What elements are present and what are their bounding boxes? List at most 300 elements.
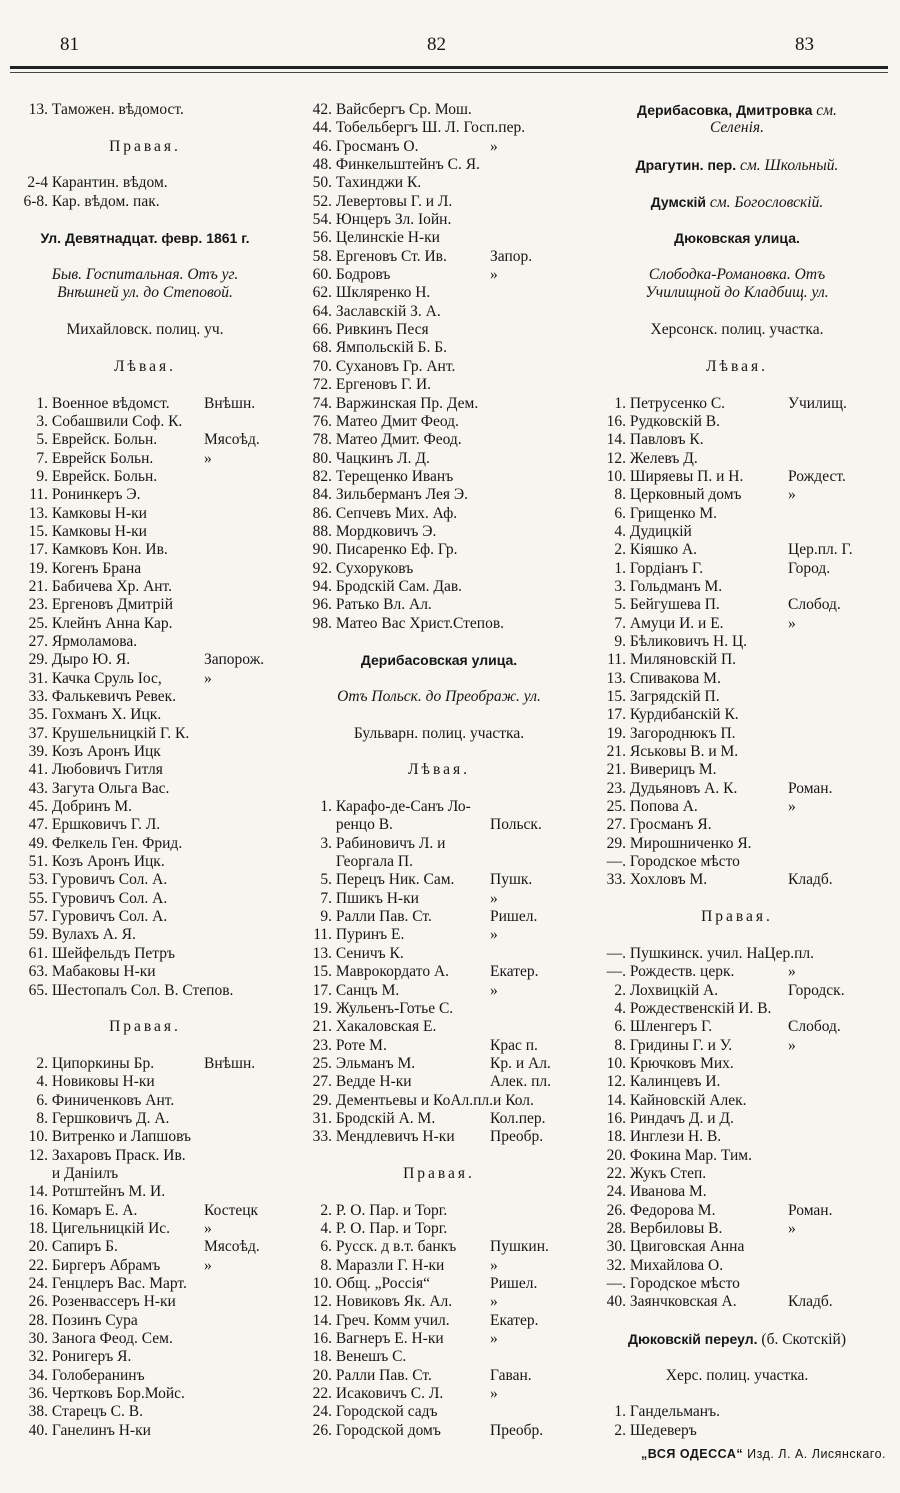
- house-number: 14.: [606, 1091, 626, 1109]
- house-number: 57.: [28, 908, 48, 926]
- house-number: 98.: [312, 614, 332, 632]
- entry-line: [300, 486, 578, 504]
- house-number: 15.: [28, 522, 48, 540]
- owner-name: Кіяшко А.: [629, 541, 698, 559]
- owner-name: Сухановъ Гр. Ант.: [335, 357, 456, 375]
- owner-name: Заянчковская А.: [629, 1293, 737, 1311]
- owner-name: Цвиговская Анна: [629, 1238, 745, 1256]
- entry-line: [14, 1330, 276, 1348]
- owner-name: Ципоркины Бр.: [51, 1054, 155, 1072]
- italic-note: Слободка-Романовка. Отъ: [648, 266, 826, 284]
- entry-line: [594, 1403, 880, 1421]
- cross-reference: см. Богословскій.: [709, 193, 824, 211]
- house-number: 14.: [28, 1183, 48, 1201]
- entry-line: [594, 505, 880, 523]
- house-number: 94.: [312, 577, 332, 595]
- owner-name: Вербиловы В.: [629, 1219, 723, 1237]
- owner-name: Шестопалъ Сол. В. Степов.: [51, 981, 234, 999]
- corner-street: »: [204, 449, 212, 467]
- house-number: 58.: [312, 247, 332, 265]
- corner-street: »: [490, 137, 498, 155]
- house-number: 30.: [606, 1238, 626, 1256]
- owner-name: Дементьевы и КоАл.пл.и Кол.: [335, 1091, 534, 1109]
- corner-street: Ришел.: [490, 1275, 538, 1292]
- column-1: [14, 101, 276, 1440]
- owner-name: Курдибанскій К.: [629, 706, 739, 724]
- house-number: 26.: [312, 1421, 332, 1439]
- owner-name: Целинскіе Н-ки: [335, 229, 440, 247]
- page-number-center: 82: [427, 34, 446, 55]
- house-number: 8.: [614, 486, 626, 504]
- owner-name: Ершковичъ Г. Л.: [51, 816, 161, 834]
- entry-line: [14, 963, 276, 981]
- corner-street: Кр. и Ал.: [490, 1054, 551, 1072]
- entry-line: [300, 1403, 578, 1421]
- owner-name: Эльманъ М.: [335, 1054, 416, 1072]
- entry-line: [300, 1037, 578, 1055]
- house-number: 41.: [28, 761, 48, 779]
- owner-name: Бродскій А. М.: [335, 1109, 436, 1127]
- owner-name: Мабаковы Н-ки: [51, 963, 156, 981]
- house-number: 28.: [28, 1311, 48, 1329]
- entry-line: [594, 835, 880, 853]
- corner-street: »: [788, 486, 796, 504]
- entry-line: [300, 945, 578, 963]
- side-heading: Лѣвая.: [408, 761, 470, 779]
- spacer: [300, 670, 578, 688]
- corner-street: Рождест.: [788, 467, 846, 485]
- entry-line: [14, 505, 276, 523]
- entry-line: [14, 1147, 276, 1165]
- entry-line: [594, 761, 880, 779]
- corner-street: Кладб.: [788, 1293, 833, 1311]
- entry-line: [14, 835, 276, 853]
- entry-line: [14, 1202, 276, 1220]
- entry-line: [300, 853, 578, 871]
- entry-line: [14, 395, 276, 413]
- entry-line: [594, 798, 880, 816]
- entry-line: [300, 119, 578, 137]
- owner-name: Чацкинъ Л. Д.: [335, 449, 430, 467]
- entry-line: [300, 908, 578, 926]
- owner-name: Пуринъ Е.: [335, 926, 405, 944]
- owner-name: Фалькевичъ Ревек.: [51, 688, 177, 705]
- owner-name: Биргеръ Абрамъ: [51, 1256, 161, 1274]
- entry-line: [300, 1238, 578, 1256]
- spacer: [14, 1037, 276, 1055]
- entry-line: [594, 395, 880, 413]
- corner-street: Слобод.: [788, 1018, 841, 1036]
- entry-line: [14, 450, 276, 468]
- street-name: Драгутин. пер.: [635, 157, 737, 174]
- spacer: [594, 174, 880, 192]
- entry-line: [14, 541, 276, 559]
- entry-line: [14, 651, 276, 669]
- owner-name: Гросманъ О.: [335, 137, 419, 155]
- house-number: 11.: [29, 486, 48, 504]
- owner-name: Левертовы Г. и Л.: [335, 192, 453, 210]
- corner-street: Город.: [788, 559, 831, 577]
- entry-line: [14, 1183, 276, 1201]
- owner-name: Загороднюкъ П.: [629, 724, 736, 742]
- corner-street: Слобод.: [788, 596, 841, 614]
- italic-note: Отъ Польск. до Преображ. ул.: [337, 688, 541, 705]
- house-number: 86.: [312, 504, 332, 522]
- entry-line: [14, 853, 276, 871]
- house-number: 15.: [312, 963, 332, 981]
- entry-line: [14, 670, 276, 688]
- entry-line: [300, 413, 578, 431]
- house-number: 27.: [312, 1073, 332, 1091]
- owner-name: Любовичъ Гитля: [51, 761, 163, 779]
- entry-line: [14, 1367, 276, 1385]
- spacer: [594, 1385, 880, 1403]
- owner-name: Сухоруковъ: [335, 559, 414, 577]
- entry-line: [594, 688, 880, 706]
- house-number: —.: [606, 963, 626, 981]
- owner-name: Загрядскій П.: [629, 688, 720, 705]
- entry-line: [300, 248, 578, 266]
- entry-line: [594, 743, 880, 761]
- owner-name: Гуровичъ Сол. А.: [51, 871, 168, 889]
- entry-line: [300, 816, 578, 834]
- owner-name: Вайсбергъ Ср. Мош.: [335, 101, 472, 118]
- owner-name: Ратько Вл. Ал.: [335, 596, 432, 614]
- entry-line: [14, 101, 276, 119]
- spacer: [300, 706, 578, 724]
- corner-street: Гаван.: [490, 1366, 532, 1384]
- house-number: 55.: [28, 889, 48, 907]
- street-heading: [594, 229, 880, 247]
- house-number: 13.: [28, 504, 48, 522]
- house-number: 4.: [614, 999, 626, 1017]
- house-number: 21.: [28, 577, 48, 595]
- owner-name: Городское мѣсто: [629, 853, 740, 871]
- street-heading: [594, 193, 880, 211]
- entry-line: [300, 138, 578, 156]
- house-number: 62.: [312, 284, 332, 302]
- house-number: 18.: [606, 1128, 626, 1146]
- owner-name: Амуци И. и Е.: [629, 614, 724, 632]
- entry-line: [14, 578, 276, 596]
- entry-line: [300, 982, 578, 1000]
- owner-name: Розенвассеръ Н-ки: [51, 1293, 176, 1311]
- side-heading: Правая.: [701, 908, 773, 926]
- owner-name: Исаковичъ С. Л.: [335, 1385, 444, 1403]
- house-number: 6.: [36, 1091, 48, 1109]
- owner-name: Церковный домъ: [629, 486, 742, 504]
- owner-name: Вулахъ А. Я.: [51, 926, 136, 944]
- owner-name: Новиковы Н-ки: [51, 1073, 155, 1091]
- house-number: 29.: [28, 651, 48, 669]
- house-number: 7.: [614, 614, 626, 632]
- owner-name: Рудковскій В.: [629, 412, 720, 430]
- house-number: 19.: [606, 724, 626, 742]
- entry-line: [300, 1312, 578, 1330]
- owner-name: Комаръ Е. А.: [51, 1201, 138, 1219]
- house-number: 11.: [607, 651, 626, 669]
- owner-name: Фелкель Ген. Фрид.: [51, 834, 183, 852]
- owner-name: Тахинджи К.: [335, 174, 422, 192]
- house-number: 38.: [28, 1403, 48, 1421]
- corner-street: »: [490, 1293, 498, 1311]
- owner-name: Мендлевичъ Н-ки: [335, 1128, 455, 1146]
- owner-name: Камковы Н-ки: [51, 504, 147, 522]
- house-number: 2.: [614, 981, 626, 999]
- spacer: [14, 339, 276, 357]
- house-number: 2.: [36, 1054, 48, 1072]
- owner-name: Ривкинъ Песя: [335, 321, 429, 339]
- house-number: 31.: [28, 669, 48, 687]
- entry-line: [14, 1165, 276, 1183]
- house-number: 1.: [614, 394, 626, 412]
- owner-name: Жульенъ-Готье С.: [335, 999, 454, 1017]
- owner-name: Тобельбергъ Ш. Л. Госп.пер.: [335, 119, 526, 137]
- owner-name: Венешъ С.: [335, 1348, 407, 1366]
- owner-name: Матео Вас Христ.Степов.: [335, 614, 505, 632]
- page-number-right: 83: [795, 34, 814, 55]
- owner-name: Дудицкій: [629, 522, 692, 540]
- owner-name: Виверицъ М.: [629, 761, 717, 779]
- owner-name: Хакаловская Е.: [335, 1018, 437, 1036]
- entry-line: [14, 1092, 276, 1110]
- spacer: [594, 339, 880, 357]
- house-number: 52.: [312, 192, 332, 210]
- owner-name: Мордковичъ Э.: [335, 522, 437, 540]
- entry-line: [594, 651, 880, 669]
- entry-line: [300, 395, 578, 413]
- house-number: 42.: [312, 101, 332, 118]
- side-heading: Правая.: [403, 1164, 475, 1182]
- house-number: 17.: [28, 541, 48, 559]
- owner-name: Еврейск. Больн.: [51, 467, 158, 485]
- house-number: 48.: [312, 156, 332, 174]
- house-number: 33.: [606, 871, 626, 889]
- house-number: 76.: [312, 412, 332, 430]
- house-number: 28.: [606, 1219, 626, 1237]
- entry-line: [300, 321, 578, 339]
- entry-line: [594, 486, 880, 504]
- side-heading: Правая.: [109, 1018, 181, 1036]
- house-number: 23.: [312, 1036, 332, 1054]
- owner-name: Ведде Н-ки: [335, 1073, 412, 1091]
- entry-line: [594, 596, 880, 614]
- owner-name: Собашвили Соф. К.: [51, 412, 183, 430]
- owner-name: Заславскій З. А.: [335, 302, 441, 320]
- house-number: 10.: [606, 1054, 626, 1072]
- corner-street: »: [788, 1036, 796, 1054]
- entry-line: [14, 816, 276, 834]
- entry-line: [14, 926, 276, 944]
- house-number: 64.: [312, 302, 332, 320]
- corner-street: »: [788, 614, 796, 632]
- owner-name: Крушельницкій Г. К.: [51, 724, 190, 742]
- spacer: [300, 743, 578, 761]
- entry-line: [14, 1055, 276, 1073]
- house-number: 24.: [312, 1403, 332, 1421]
- house-number: 49.: [28, 834, 48, 852]
- owner-name: Гершковичъ Д. А.: [51, 1109, 170, 1127]
- spacer: [594, 890, 880, 908]
- owner-name: Новиковъ Як. Ал.: [335, 1293, 453, 1311]
- owner-name: и Даніилъ: [51, 1164, 119, 1182]
- entry-line: [594, 1073, 880, 1091]
- owner-name: Сепчевъ Мих. Аф.: [335, 504, 458, 522]
- corner-street: »: [490, 266, 498, 284]
- owner-name: Гридины Г. и У.: [629, 1036, 733, 1054]
- house-number: 13.: [28, 101, 48, 118]
- house-number: 2.: [614, 1421, 626, 1439]
- entry-line: [14, 560, 276, 578]
- owner-name: Маразли Г. Н-ки: [335, 1256, 445, 1274]
- owner-name: Городской домъ: [335, 1421, 441, 1439]
- entry-line: [594, 541, 880, 559]
- owner-name: Ронигеръ Я.: [51, 1348, 132, 1366]
- corner-street: »: [204, 1219, 212, 1237]
- corner-street: »: [490, 1256, 498, 1274]
- house-number: 53.: [28, 871, 48, 889]
- house-number: 4.: [36, 1073, 48, 1091]
- entry-line: [300, 450, 578, 468]
- entry-line: [14, 1293, 276, 1311]
- house-number: 20.: [28, 1238, 48, 1256]
- corner-street: Запор.: [490, 247, 533, 265]
- entry-line: [14, 1422, 276, 1440]
- owner-name: Ергеновъ Дмитрій: [51, 596, 173, 614]
- street-name: Ул. Девятнадцат. февр. 1861 г.: [40, 230, 250, 247]
- entry-line: [300, 1018, 578, 1036]
- street-name: Дерибасовская улица.: [360, 652, 518, 669]
- spacer: [594, 926, 880, 944]
- entry-line: [594, 706, 880, 724]
- house-number: 14.: [312, 1311, 332, 1329]
- owner-name: Городское мѣсто: [629, 1275, 740, 1292]
- entry-line: [300, 284, 578, 302]
- corner-street: Мясоѣд.: [204, 431, 260, 449]
- owner-name: Лохвицкій А.: [629, 981, 719, 999]
- entry-line: [14, 1385, 276, 1403]
- owner-name: Кар. вѣдом. пак.: [51, 192, 160, 210]
- entry-line: [594, 1275, 880, 1293]
- house-number: 1.: [320, 798, 332, 816]
- entry-line: [14, 908, 276, 926]
- house-number: 6.: [614, 1018, 626, 1036]
- owner-name: Еврейск Больн.: [51, 449, 154, 467]
- district-line: Бульварн. полиц. участка.: [353, 724, 525, 742]
- corner-street: Преобр.: [490, 1421, 544, 1439]
- corner-street: Крас п.: [490, 1036, 538, 1054]
- street-heading: [300, 651, 578, 669]
- spacer: [594, 211, 880, 229]
- cross-reference: см.: [816, 102, 837, 119]
- owner-name: Позинъ Сура: [51, 1311, 138, 1329]
- owner-name: Р. О. Пар. и Торг.: [335, 1201, 448, 1219]
- entry-line: [594, 725, 880, 743]
- entry-line: [14, 780, 276, 798]
- corner-street: Польск.: [490, 816, 542, 834]
- spacer: [300, 780, 578, 798]
- entry-line: [300, 835, 578, 853]
- entry-line: [594, 780, 880, 798]
- street-name: Думскій: [650, 193, 706, 210]
- entry-line: [300, 101, 578, 119]
- owner-name: Ронинкеръ Э.: [51, 486, 141, 504]
- entry-line: [594, 431, 880, 449]
- italic-note: Быв. Госпитальная. Отъ уг.: [51, 266, 239, 284]
- owner-name: Гохманъ Х. Ицк.: [51, 706, 162, 724]
- owner-name: Общ. „Россія“: [335, 1275, 430, 1292]
- owner-name: Жукъ Степ.: [629, 1164, 707, 1182]
- owner-name: Рождественскій И. В.: [629, 999, 772, 1017]
- house-number: 10.: [606, 467, 626, 485]
- entry-line: [300, 266, 578, 284]
- house-number: 56.: [312, 229, 332, 247]
- entry-line: [300, 1073, 578, 1091]
- entry-line: [300, 229, 578, 247]
- owner-name: Загута Ольга Вас.: [51, 779, 170, 797]
- house-number: 17.: [312, 981, 332, 999]
- entry-line: [594, 670, 880, 688]
- house-number: 9.: [36, 467, 48, 485]
- spacer: [594, 138, 880, 156]
- entry-line: [300, 1367, 578, 1385]
- owner-name: Крючковъ Мих.: [629, 1054, 734, 1072]
- header-rule-thin: [10, 72, 888, 73]
- footer-title: „ВСЯ ОДЕССА“: [641, 1447, 744, 1461]
- house-number: 22.: [606, 1164, 626, 1182]
- spacer: [14, 211, 276, 229]
- entry-line: [300, 1000, 578, 1018]
- house-number: 65.: [28, 981, 48, 999]
- house-number: 25.: [312, 1054, 332, 1072]
- owner-name: Русск. д в.т. банкъ: [335, 1238, 457, 1256]
- entry-line: [300, 798, 578, 816]
- corner-street: »: [490, 926, 498, 944]
- house-number: 59.: [28, 926, 48, 944]
- cross-reference: см. Школьный.: [740, 157, 839, 175]
- house-number: 45.: [28, 798, 48, 816]
- house-number: 14.: [606, 431, 626, 449]
- entry-line: [594, 1202, 880, 1220]
- house-number: 51.: [28, 853, 48, 871]
- corner-street: Внѣшн.: [204, 394, 256, 412]
- corner-street: Кладб.: [788, 871, 833, 889]
- entry-line: [14, 1238, 276, 1256]
- house-number: 21.: [606, 761, 626, 779]
- corner-street: »: [490, 1330, 498, 1348]
- house-number: 21.: [606, 743, 626, 761]
- house-number: 16.: [28, 1201, 48, 1219]
- former-name: (б. Скотскій): [761, 1331, 846, 1349]
- house-number: 78.: [312, 431, 332, 449]
- spacer: [594, 1312, 880, 1330]
- owner-name: Добринъ М.: [51, 798, 132, 816]
- entry-line: [14, 1073, 276, 1091]
- house-number: 13.: [606, 669, 626, 687]
- house-number: 3.: [36, 412, 48, 430]
- entry-line: [14, 1348, 276, 1366]
- entry-line: [594, 1238, 880, 1256]
- spacer: [14, 119, 276, 137]
- entry-line: [300, 505, 578, 523]
- owner-name: Инглези Н. В.: [629, 1128, 722, 1146]
- house-number: 21.: [312, 1018, 332, 1036]
- italic-note: Селенія.: [709, 119, 765, 137]
- entry-line: [14, 706, 276, 724]
- house-number: 2.: [614, 541, 626, 559]
- entry-line: [594, 1110, 880, 1128]
- house-number: 84.: [312, 486, 332, 504]
